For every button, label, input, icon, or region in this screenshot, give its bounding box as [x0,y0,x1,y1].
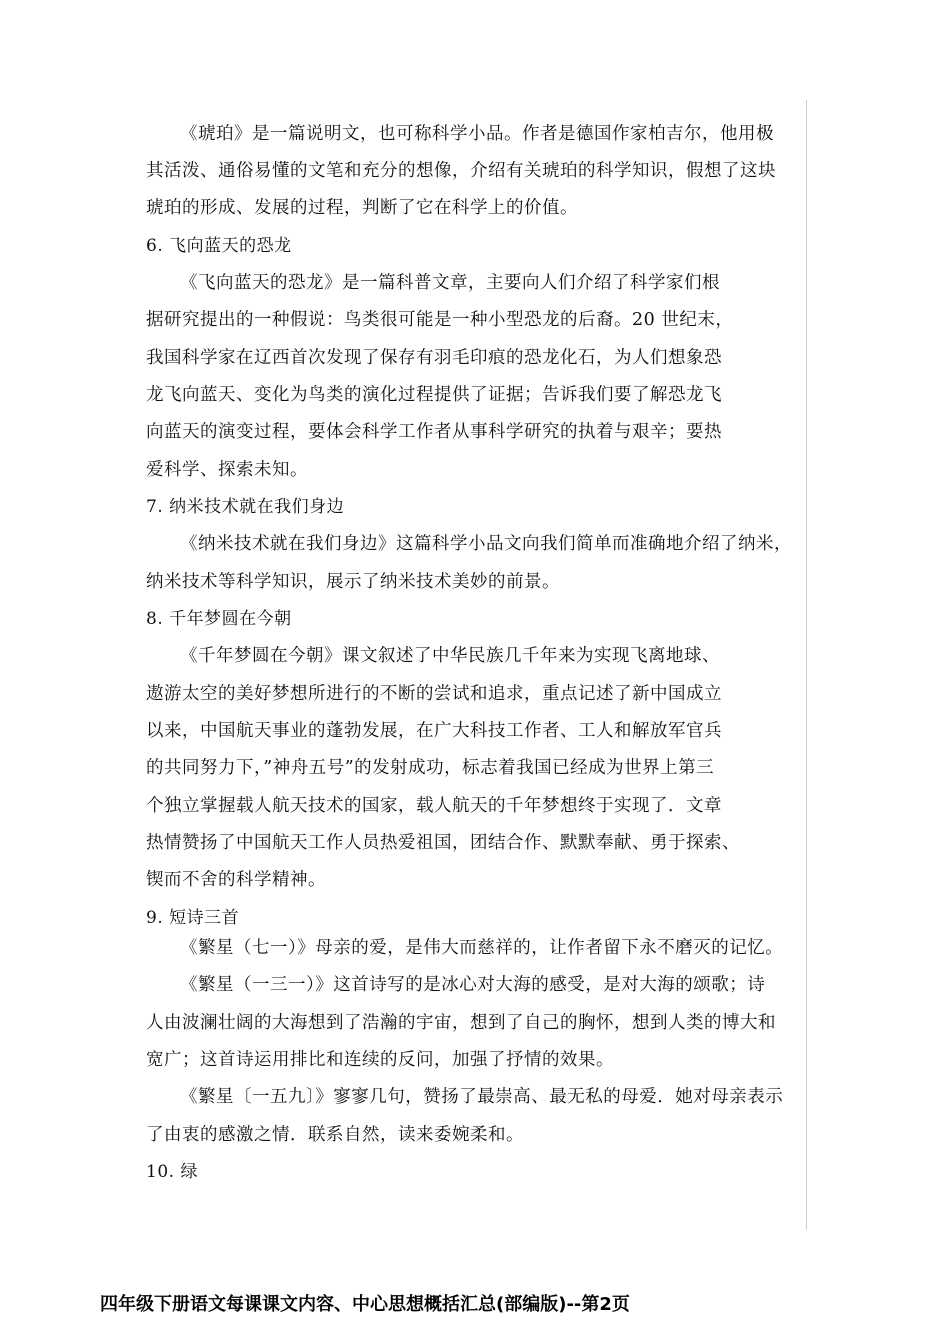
paragraph-line: 《繁星〔一五九〕》寥寥几句，赞扬了最崇高、最无私的母爱．她对母亲表示 [180,1087,784,1107]
page-margin-line [806,100,807,1230]
paragraph-line: 爱科学、探索未知。 [146,460,308,480]
paragraph-line: 以来，中国航天事业的蓬勃发展，在广大科技工作者、工人和解放军官兵 [146,721,722,741]
paragraph-line: 《繁星（一三一）》这首诗写的是冰心对大海的感受，是对大海的颂歌；诗 [180,975,766,995]
paragraph-line: 琥珀的形成、发展的过程，判断了它在科学上的价值。 [146,198,578,218]
paragraph-line: 《琥珀》是一篇说明文，也可称科学小品。作者是德国作家柏吉尔，他用极 [180,124,774,144]
section-heading: 9. 短诗三首 [146,908,240,928]
paragraph-line: 其活泼、通俗易懂的文笔和充分的想像，介绍有关琥珀的科学知识，假想了这块 [146,161,776,181]
paragraph-line: 宽广；这首诗运用排比和连续的反问，加强了抒情的效果。 [146,1050,614,1070]
paragraph-line: 的共同努力下，”神舟五号”的发射成功，标志着我国已经成为世界上第三 [146,758,715,778]
section-heading: 8. 千年梦圆在今朝 [146,609,292,629]
paragraph-line: 《飞向蓝天的恐龙》是一篇科普文章，主要向人们介绍了科学家们根 [180,273,720,293]
paragraph-line: 《繁星（七一）》母亲的爱，是伟大而慈祥的，让作者留下永不磨灭的记忆。 [180,938,784,958]
paragraph-line: 《纳米技术就在我们身边》这篇科学小品文向我们简单而准确地介绍了纳米， [180,534,792,554]
page-footer: 四年级下册语文每课课文内容、中心思想概括汇总(部编版)--第2页 [100,1294,630,1315]
paragraph-line: 纳米技术等科学知识，展示了纳米技术美妙的前景。 [146,572,560,592]
paragraph-line: 锲而不舍的科学精神。 [146,870,326,890]
paragraph-line: 热情赞扬了中国航天工作人员热爱祖国，团结合作、默默奉献、勇于探索、 [146,833,740,853]
section-heading: 7. 纳米技术就在我们身边 [146,497,345,517]
paragraph-line: 据研究提出的一种假说：鸟类很可能是一种小型恐龙的后裔。20 世纪末， [146,310,734,330]
paragraph-line: 了由衷的感激之情．联系自然，读来委婉柔和。 [146,1125,524,1145]
section-heading: 6. 飞向蓝天的恐龙 [146,236,292,256]
paragraph-line: 个独立掌握载人航天技术的国家，载人航天的千年梦想终于实现了．文章 [146,796,722,816]
paragraph-line: 向蓝天的演变过程，要体会科学工作者从事科学研究的执着与艰辛；要热 [146,422,722,442]
paragraph-line: 我国科学家在辽西首次发现了保存有羽毛印痕的恐龙化石，为人们想象恐 [146,348,722,368]
paragraph-line: 龙飞向蓝天、变化为鸟类的演化过程提供了证据；告诉我们要了解恐龙飞 [146,385,722,405]
paragraph-line: 人由波澜壮阔的大海想到了浩瀚的宇宙，想到了自己的胸怀，想到人类的博大和 [146,1013,776,1033]
section-heading: 10. 绿 [146,1162,198,1182]
paragraph-line: 《千年梦圆在今朝》课文叙述了中华民族几千年来为实现飞离地球、 [180,646,720,666]
paragraph-line: 遨游太空的美好梦想所进行的不断的尝试和追求，重点记述了新中国成立 [146,684,722,704]
